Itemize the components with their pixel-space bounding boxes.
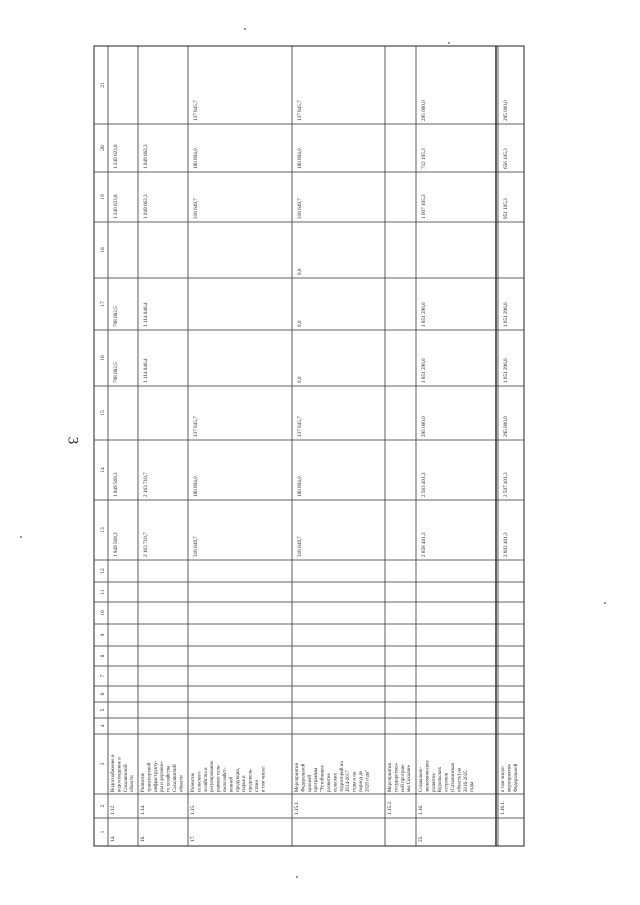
row-code: 1.16.1. (500, 800, 506, 815)
row-name-line: мероприятия (507, 764, 513, 792)
row-value-c19: 1 240 623,8 (113, 194, 119, 219)
row-value-c13: 2 802 401,3 (503, 532, 509, 557)
row-value-c16: 1 114 048,4 (143, 358, 149, 383)
row-number: 16. (140, 835, 146, 842)
row-number: 25. (418, 835, 424, 842)
row-value-c15: 137 845,7 (297, 416, 303, 437)
row-name-line: Мероприятия (388, 763, 393, 792)
row-name-line: годы (470, 781, 476, 792)
row-name-line: 2020 года" (365, 769, 371, 792)
row-value-c21: 295 000,0 (503, 100, 509, 121)
row-value-c13: 318 649,7 (193, 536, 199, 557)
row-name-line: ры и дорожно- (160, 760, 166, 792)
column-number-16: 16 (100, 355, 106, 361)
row-value-c16: 708 682,5 (113, 362, 119, 383)
row-name-line: Развитие (191, 772, 196, 792)
row-value-c13: 318 649,7 (297, 536, 303, 557)
row-value-c14: 180 804,0 (193, 476, 199, 497)
column-number-11: 11 (100, 589, 106, 595)
column-number-15: 15 (100, 410, 106, 416)
column-number-14: 14 (100, 467, 106, 473)
row-name-line: развитие (431, 773, 437, 792)
scan-speck (244, 28, 246, 30)
column-number-20: 20 (100, 145, 106, 151)
row-value-c16: 1 851 296,0 (421, 358, 427, 383)
row-name-line: рынков сель- (216, 764, 222, 792)
column-number-10: 10 (100, 610, 106, 616)
scan-speck (604, 602, 606, 604)
row-name-line: Курильских (438, 766, 444, 792)
row-name-line: регулирование (210, 760, 216, 792)
row-name-line: сырья и (242, 775, 248, 792)
row-value-c19: 1 049 662,3 (143, 194, 149, 219)
row-name-line: 2014-2017 (346, 770, 352, 792)
row-value-c20: 712 105,3 (421, 148, 427, 169)
row-name-line: области (179, 775, 185, 792)
column-number-19: 19 (100, 194, 106, 200)
row-value-c14: 2 507 401,3 (503, 472, 509, 497)
row-name-line: ствия (255, 780, 260, 792)
row-value-c14: 2 163 710,7 (143, 472, 149, 497)
row-value-c21: 137 845,7 (193, 100, 199, 121)
row-name-line: целевой (307, 774, 313, 792)
row-name-line: (Сахалинская (451, 763, 456, 792)
row-name-line: "Устойчивое (320, 765, 326, 792)
row-name-line: венной (229, 776, 235, 792)
row-name-line: хозяйства и (203, 767, 209, 792)
row-value-c20: 180 804,0 (297, 148, 303, 169)
row-number: 14. (110, 835, 116, 842)
row-name-line: развитие (327, 773, 332, 792)
column-number-2: 2 (100, 804, 106, 808)
row-number: 17. (190, 835, 196, 842)
row-value-c15: 137 845,7 (193, 416, 199, 437)
row-name-line: ной програм- (400, 763, 406, 792)
row-name-line: продоволь- (248, 768, 254, 792)
row-name-line: территорий на (339, 761, 345, 792)
row-value-c19: 318 649,7 (297, 198, 303, 219)
row-value-c13: 2 858 401,3 (421, 532, 427, 557)
row-name-line: Водоснабжение и (111, 754, 116, 792)
row-value-c19: 951 105,3 (503, 198, 509, 219)
row-value-c20: 656 105,3 (503, 148, 509, 169)
row-code: 1.15.2. (387, 800, 393, 815)
row-name-line: период до (359, 770, 364, 792)
column-number-5: 5 (100, 708, 106, 712)
row-name-line: Федеральной (301, 763, 307, 792)
row-value-c20: 1 049 662,3 (143, 144, 149, 169)
row-name-line: скохозяйст- (223, 767, 228, 792)
row-value-c14: 1 949 569,3 (113, 472, 119, 497)
column-number-9: 9 (100, 633, 106, 637)
column-number-6: 6 (100, 692, 106, 696)
row-name-line: Сахалинской (123, 764, 129, 792)
row-name-line: Мероприятия (295, 763, 300, 792)
row-value-c16: 1 851 296,0 (503, 358, 509, 383)
row-value-c17: 1 851 296,0 (421, 302, 427, 327)
table-border (94, 46, 524, 846)
row-value-c20: 180 804,0 (193, 148, 199, 169)
column-number-18: 18 (100, 247, 106, 253)
row-name-line: транспортной (147, 762, 153, 792)
page-number: 3 (64, 436, 81, 445)
column-number-12: 12 (100, 568, 106, 574)
row-name-line: государствен- (394, 762, 400, 792)
row-name-line: продукции, (235, 767, 241, 792)
row-value-c19: 1 007 105,3 (421, 194, 427, 219)
scan-speck (448, 42, 450, 44)
row-name-line: программы (314, 767, 320, 792)
row-code: 1.14. (140, 804, 146, 815)
row-name-line: экономическое (425, 760, 431, 792)
row-name-line: в том числе: (501, 765, 506, 792)
row-value-c13: 1 949 569,3 (113, 532, 119, 557)
scan-speck (20, 536, 22, 538)
row-value-c13: 2 163 710,7 (143, 532, 149, 557)
column-number-8: 8 (100, 654, 106, 658)
row-name-line: области (130, 775, 136, 792)
row-value-c14: 2 563 401,3 (421, 472, 427, 497)
row-name-line: островов (444, 772, 450, 792)
row-name-line: в том числе: (261, 765, 267, 792)
row-value-c21: 137 845,7 (297, 100, 303, 121)
row-value-c14: 180 804,0 (297, 476, 303, 497)
row-value-c17: 708 682,5 (113, 306, 119, 327)
row-code: 1.15. (190, 804, 196, 815)
column-number-4: 4 (100, 724, 106, 728)
row-name-line: водоотведение в (117, 757, 123, 792)
row-value-c15: 295 000,0 (503, 416, 509, 437)
row-name-line: сельских (333, 772, 339, 792)
column-number-13: 13 (100, 527, 106, 533)
row-code: 1.12. (110, 804, 116, 815)
column-number-17: 17 (100, 301, 106, 307)
row-code: 1.15.1. (294, 800, 300, 815)
column-number-3: 3 (100, 762, 106, 766)
row-value-c21: 295 000,0 (421, 100, 427, 121)
row-value-c17: 0,0 (297, 320, 303, 327)
row-value-c18: 0,0 (297, 268, 303, 275)
row-value-c15: 295 000,0 (421, 416, 427, 437)
column-number-21: 21 (100, 82, 106, 88)
row-name-line: Федеральной (513, 763, 519, 792)
row-code: 1.16. (418, 804, 424, 815)
row-name-line: мы Сахалин- (407, 764, 413, 792)
row-value-c20: 1 240 623,8 (113, 144, 119, 169)
column-number-1: 1 (100, 830, 106, 834)
row-value-c16: 0,0 (297, 376, 303, 383)
row-name-line: область) на (457, 767, 463, 792)
row-name-line: Развитие (141, 772, 146, 792)
row-value-c17: 1 851 296,0 (503, 302, 509, 327)
column-number-7: 7 (100, 674, 106, 678)
row-name-line: 2016-2025 (463, 770, 469, 792)
row-name-line: Социально- (419, 766, 424, 792)
row-name-line: инфраструкту- (153, 760, 159, 792)
row-value-c17: 1 114 048,4 (143, 302, 149, 327)
row-name-line: го хозяйства (166, 765, 172, 792)
row-value-c19: 318 649,7 (193, 198, 199, 219)
row-name-line: Сахалинской (173, 764, 178, 792)
row-name-line: сельского (197, 771, 203, 792)
scan-speck (296, 876, 298, 878)
row-name-line: годы и на (352, 771, 358, 792)
